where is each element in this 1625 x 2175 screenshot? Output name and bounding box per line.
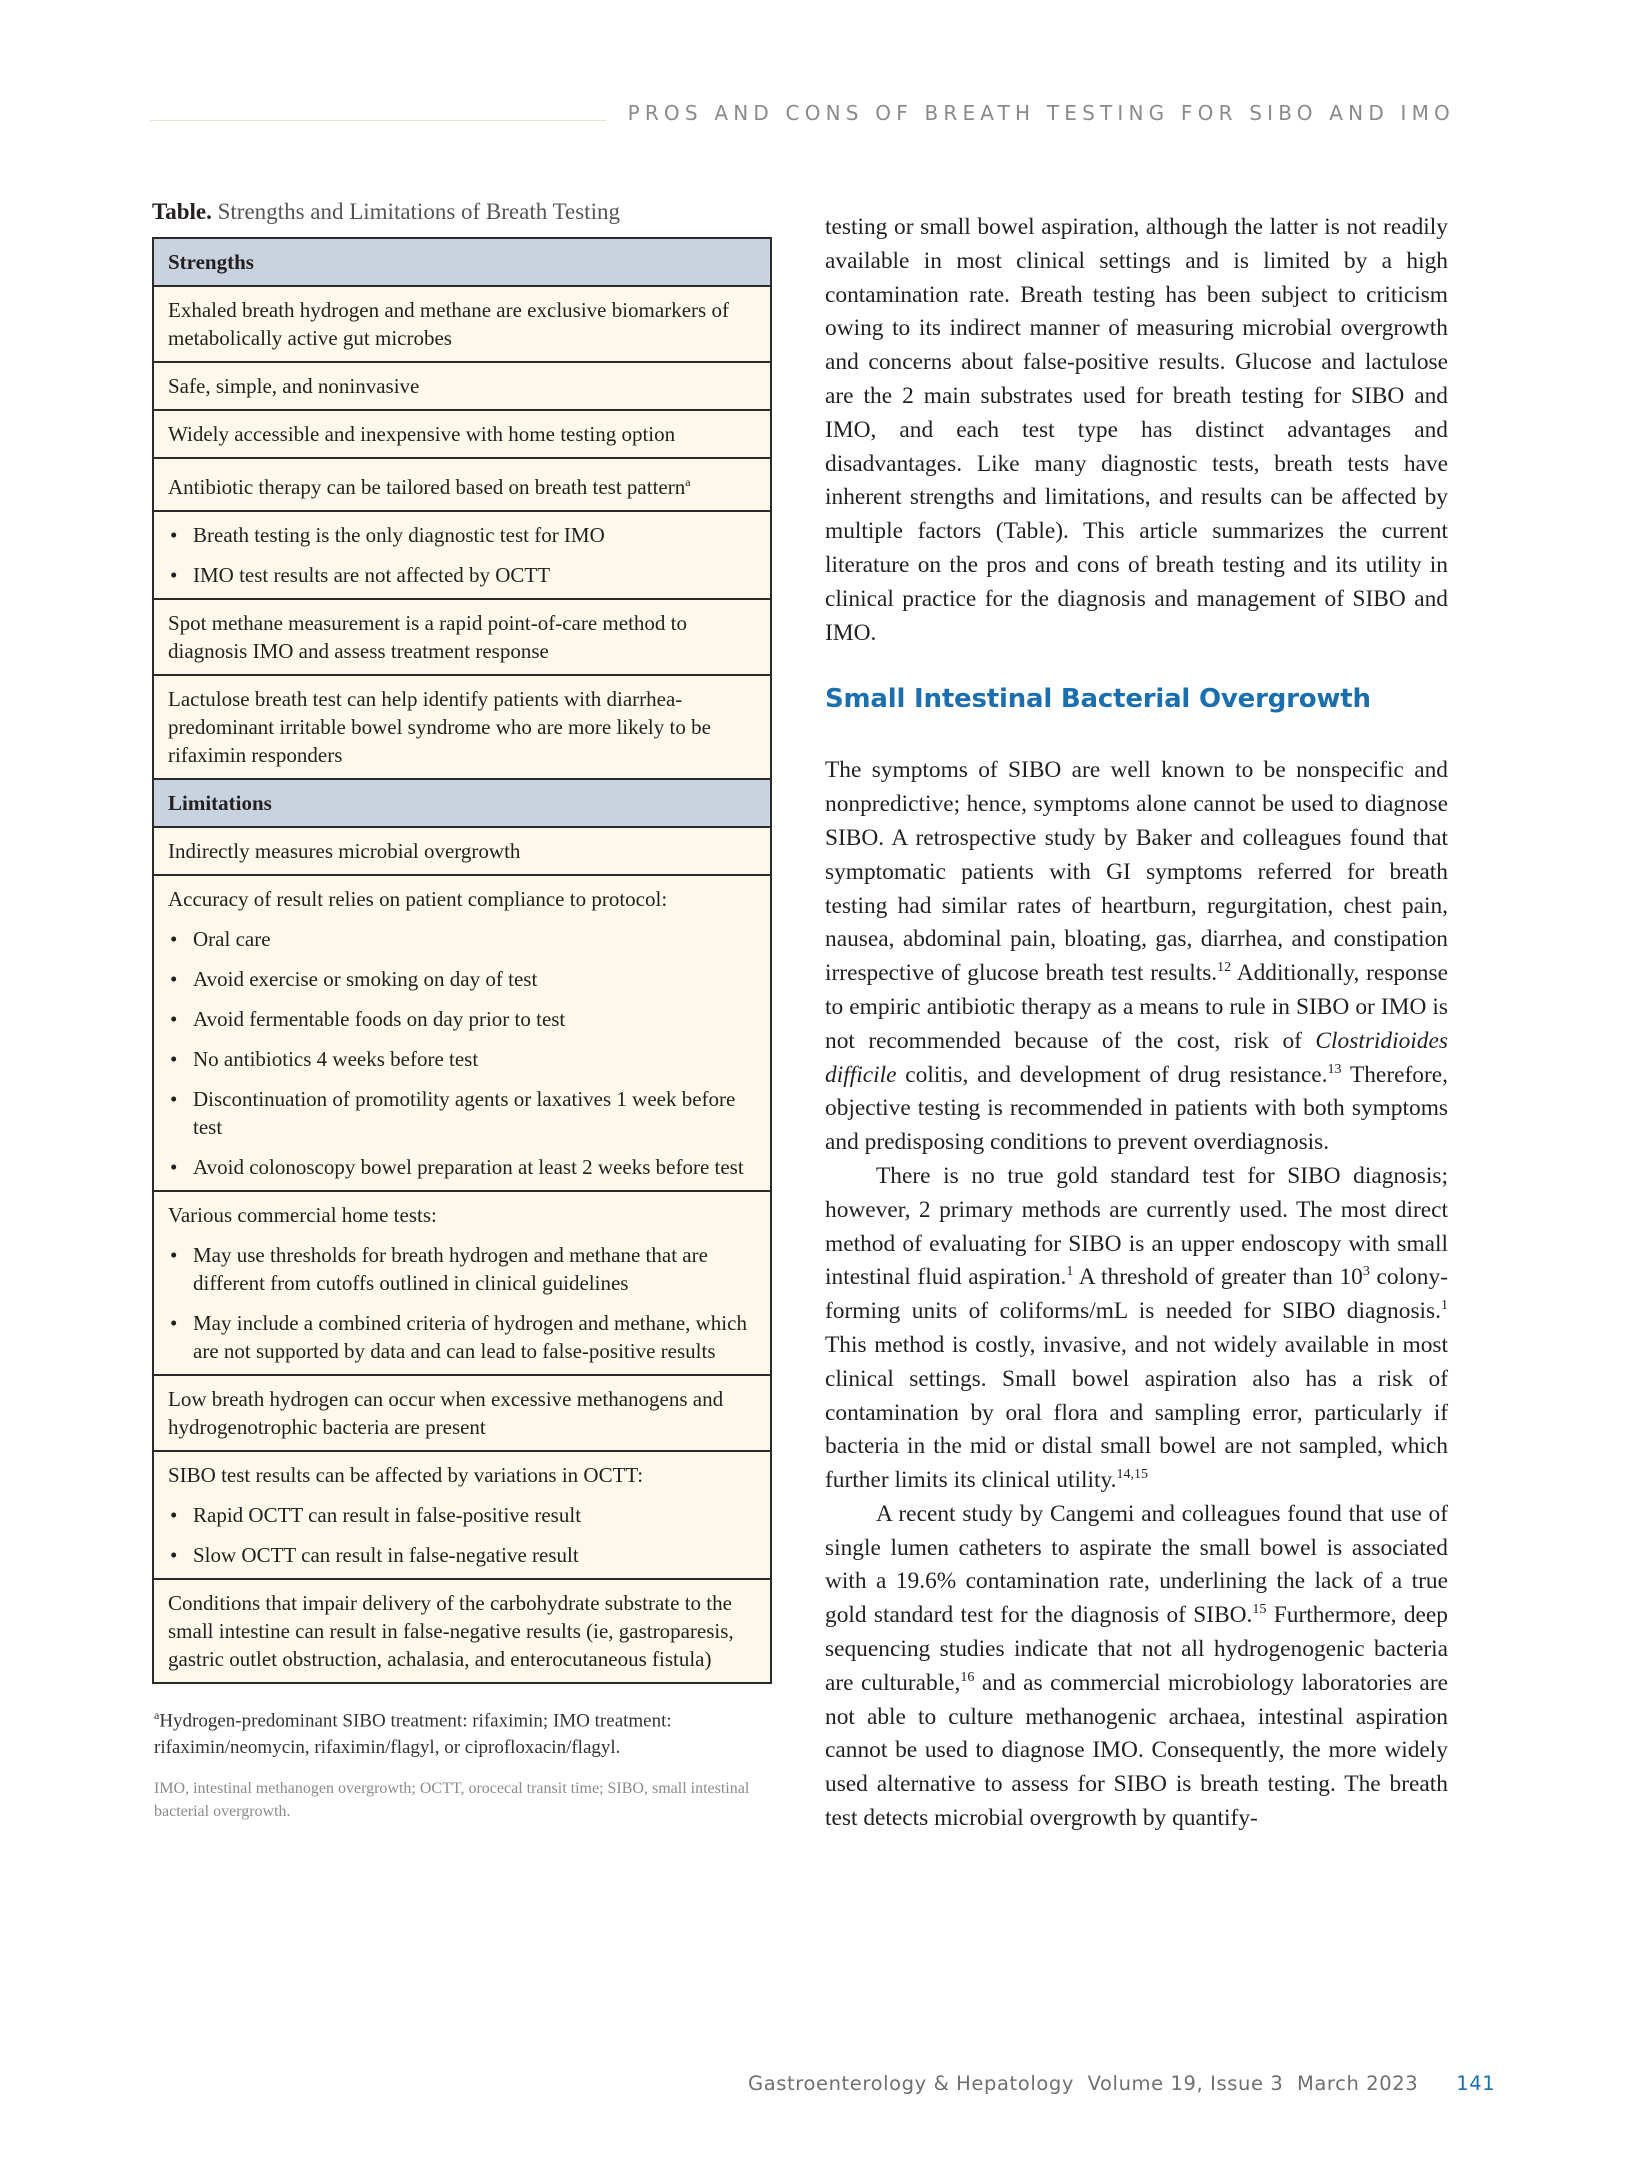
footnote-marker: a [154, 1708, 160, 1722]
bullet-item: • May use thresholds for breath hydrogen and methane that are different from cutoffs outlined in clinical guidelines [170, 1243, 708, 1295]
bullet-item: • Avoid exercise or smoking on day of test [170, 967, 538, 991]
strengths-header: Strengths [154, 239, 770, 287]
reference: 14,15 [1116, 1467, 1148, 1483]
table-row: Spot methane measurement is a rapid point-of-care method to diagnosis IMO and assess treatment response [154, 600, 770, 676]
section-heading: Small Intestinal Bacterial Overgrowth [825, 684, 1371, 715]
page-number: 141 [1456, 2072, 1496, 2095]
footnote-text: Hydrogen-predominant SIBO treatment: rifaximin; IMO treatment: rifaximin/neomycin, rifaximin/flagyl, or ciprofloxacin/flagyl. [154, 1710, 672, 1759]
body-paragraph: The symptoms of SIBO are well known to be nonspecific and nonpredictive; hence, symptoms alone cannot be used to diagnose SIBO. A retrospective study by Baker and colleagues found that symptomatic patients with GI symptoms referred for breath testing had similar rates of heartburn, regurgitation, chest pain, nausea, abdominal pain, bloating, gas, diarrhea, and constipation irrespective of glucose breath test results.$^{12}$ Additionally, response to empiric antibiotic therapy as a means to rule in SIBO or IMO is not recommended because of the cost, risk of Clostridioides difficile colitis, and development of drug resistance.$^{13}$ Therefore, objective testing is recommended in patients with both symptoms and predisposing conditions to prevent overdiagnosis. [825, 757, 1448, 1156]
table-row [154, 512, 770, 600]
table-caption [152, 199, 772, 225]
table-row: Lactulose breath test can help identify patients with diarrhea-predominant irritable bowel syndrome who are more likely to be rifaximin responders [154, 676, 770, 780]
reference: 16 [960, 1670, 975, 1686]
limitations-header: Limitations [154, 780, 770, 828]
table-row [154, 876, 770, 1192]
table-row: Exhaled breath hydrogen and methane are exclusive biomarkers of metabolically active gut microbes [154, 287, 770, 363]
table-row: Indirectly measures microbial overgrowth [154, 828, 770, 876]
table-caption-label: Table. [152, 199, 212, 224]
table-row [154, 459, 770, 512]
bullet-item: • IMO test results are not affected by OCTT [170, 563, 551, 587]
bullet-item: • Slow OCTT can result in false-negative result [170, 1543, 579, 1567]
table-row: Low breath hydrogen can occur when excessive methanogens and hydrogenotrophic bacteria are present [154, 1376, 770, 1452]
footnote-marker: a [685, 475, 691, 489]
bullet-item: • Rapid OCTT can result in false-positive result [170, 1503, 582, 1527]
body-paragraph: There is no true gold standard test for SIBO diagnosis; however, 2 primary methods are currently used. The most direct method of evaluating for SIBO is an upper endoscopy with small intestinal fluid aspiration.$^1$ A threshold of greater than $10^3$ colony-forming units of coliforms/mL is needed for SIBO diagnosis.$^1$ This method is costly, invasive, and not widely available in most clinical settings. Small bowel aspiration also has a risk of contamination by oral flora and sampling error, particularly if bacteria in the mid or distal small bowel are not sampled, which further limits its clinical utility.$^{14,15}$ [825, 1162, 1448, 1494]
body-paragraph: A recent study by Cangemi and colleagues found that use of single lumen catheters to aspirate the small bowel is associated with a 19.6% contamination rate, underlining the lack of a true gold standard test for the diagnosis of SIBO.$^{15}$ Furthermore, deep sequencing studies indicate that not all hydrogenogenic bacteria are culturable,$^{16}$ and as commercial microbiology laboratories are not able to culture methanogenic archaea, intestinal aspiration cannot be used to diagnose IMO. Consequently, the more widely used alternative to assess for SIBO is breath testing. The breath test detects microbial overgrowth by quantify- [825, 1500, 1448, 1832]
italic-species: Clostridioides difficile [825, 1027, 1448, 1088]
bullet-item: • May include a combined criteria of hydrogen and methane, which are not supported by data and can lead to false-positive results [170, 1311, 747, 1363]
row-lead: Various commercial home tests: [168, 1203, 437, 1227]
journal-citation: Gastroenterology & Hepatology Volume 19, Issue 3 March 2023 [748, 2072, 1419, 2095]
table-footnote [152, 1702, 772, 1761]
article-column [825, 211, 1448, 1836]
running-head [150, 96, 1455, 130]
bullet-item: • Oral care [170, 927, 271, 951]
bullet-item: • Avoid fermentable foods on day prior to test [170, 1007, 566, 1031]
row-lead: SIBO test results can be affected by variations in OCTT: [168, 1463, 644, 1487]
row-lead: Accuracy of result relies on patient compliance to protocol: [168, 887, 668, 911]
reference: 1 [1066, 1264, 1074, 1280]
table-column [152, 199, 772, 1823]
running-head-title: PROS AND CONS OF BREATH TESTING FOR SIBO AND IMO [627, 101, 1455, 125]
table-cell-text: Antibiotic therapy can be tailored based on breath test pattern [168, 475, 686, 499]
bullet-item: • Discontinuation of promotility agents or laxatives 1 week before test [170, 1087, 736, 1139]
table-row: Widely accessible and inexpensive with home testing option [154, 411, 770, 459]
header-rule [150, 120, 606, 121]
reference: 13 [1327, 1061, 1342, 1077]
strengths-limitations-table [152, 237, 772, 1684]
bullet-item: • Avoid colonoscopy bowel preparation at least 2 weeks before test [170, 1155, 744, 1179]
table-row [154, 1452, 770, 1580]
table-row: Conditions that impair delivery of the carbohydrate substrate to the small intestine can result in false-negative results (ie, gastroparesis, gastric outlet obstruction, achalasia, and enterocutaneous fistula) [154, 1580, 770, 1684]
bullet-item: • No antibiotics 4 weeks before test [170, 1047, 479, 1071]
reference: 1 [1441, 1298, 1448, 1314]
reference: 12 [1217, 960, 1232, 976]
reference: 15 [1252, 1602, 1267, 1618]
table-row: Safe, simple, and noninvasive [154, 363, 770, 411]
intro-paragraph: testing or small bowel aspiration, although the latter is not readily available in most clinical settings and is limited by a high contamination rate. Breath testing has been subject to criticism owing to its indirect manner of measuring microbial overgrowth and concerns about false-positive results. Glucose and lactulose are the 2 main substrates used for breath testing for SIBO and IMO, and each test type has distinct advantages and disadvantages. Like many diagnostic tests, breath tests have inherent strengths and limitations, and results can be affected by multiple factors (Table). This article summarizes the current literature on the pros and cons of breath testing and its utility in clinical practice for the diagnosis and management of SIBO and IMO. [825, 214, 1448, 646]
abbreviations: IMO, intestinal methanogen overgrowth; OCTT, orocecal transit time; SIBO, small intestinal bacterial overgrowth. [154, 1780, 750, 1821]
page-footer [748, 2072, 1495, 2095]
table-row [154, 1192, 770, 1376]
table-caption-text: Strengths and Limitations of Breath Testing [217, 199, 620, 224]
bullet-item: • Breath testing is the only diagnostic test for IMO [170, 523, 605, 547]
exponent: 3 [1362, 1264, 1370, 1280]
